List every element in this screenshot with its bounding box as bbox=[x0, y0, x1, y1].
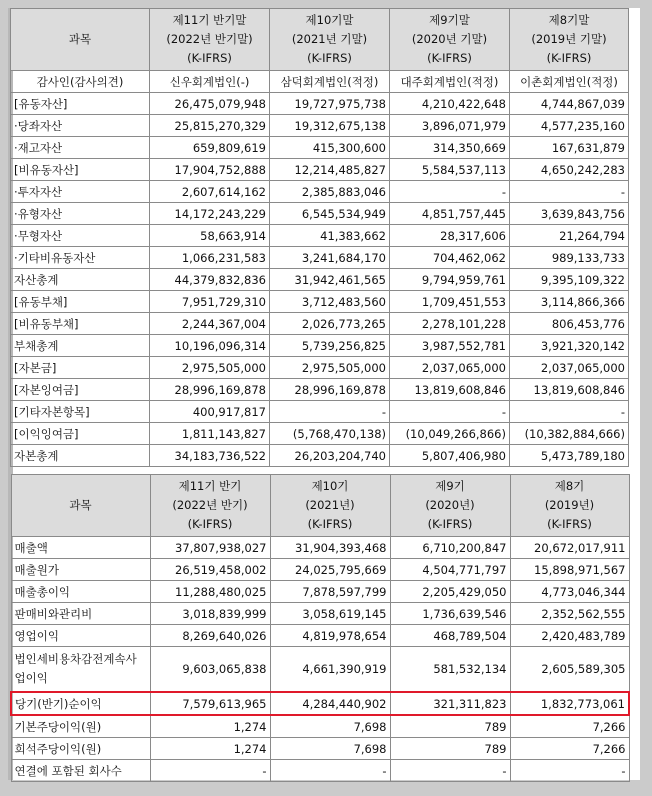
cell-value: 2,607,614,162 bbox=[150, 181, 270, 203]
table-row bbox=[11, 335, 629, 357]
row-label: [유동부채] bbox=[11, 291, 150, 313]
row-label: [비유동자산] bbox=[11, 159, 150, 181]
cell-value: 26,203,204,740 bbox=[270, 445, 390, 467]
cell-value: 3,896,071,979 bbox=[390, 115, 510, 137]
cell-value: 789 bbox=[390, 715, 510, 738]
header-period-9: 제9기 (2020년) (K-IFRS) bbox=[390, 475, 510, 537]
cell-value: 2,352,562,555 bbox=[510, 603, 629, 625]
cell-value: 28,317,606 bbox=[390, 225, 510, 247]
row-label: 자산총계 bbox=[11, 269, 150, 291]
cell-value: 1,274 bbox=[150, 738, 270, 760]
cell-value: 5,584,537,113 bbox=[390, 159, 510, 181]
header-period-9: 제9기말 (2020년 기말) (K-IFRS) bbox=[390, 9, 510, 71]
table-row bbox=[11, 93, 629, 115]
cell-value: 25,815,270,329 bbox=[150, 115, 270, 137]
cell-value: 24,025,795,669 bbox=[270, 559, 390, 581]
cell-value: 4,819,978,654 bbox=[270, 625, 390, 647]
cell-value: 58,663,914 bbox=[150, 225, 270, 247]
table-row bbox=[11, 537, 629, 559]
table-row bbox=[11, 423, 629, 445]
cell-value: 4,284,440,902 bbox=[270, 692, 390, 715]
cell-value: 11,288,480,025 bbox=[150, 581, 270, 603]
cell-value: 5,739,256,825 bbox=[270, 335, 390, 357]
cell-value: 4,773,046,344 bbox=[510, 581, 629, 603]
cell-value: 400,917,817 bbox=[150, 401, 270, 423]
row-label: ·기타비유동자산 bbox=[11, 247, 150, 269]
auditor-row bbox=[11, 71, 629, 93]
cell-value: 7,266 bbox=[510, 738, 629, 760]
cell-value: 1,832,773,061 bbox=[510, 692, 629, 715]
cell-value: 321,311,823 bbox=[390, 692, 510, 715]
row-label: 영업이익 bbox=[11, 625, 150, 647]
cell-value: 3,018,839,999 bbox=[150, 603, 270, 625]
table-row bbox=[11, 313, 629, 335]
cell-value: 1,736,639,546 bbox=[390, 603, 510, 625]
table-row bbox=[11, 445, 629, 467]
auditor-value: 대주회계법인(적정) bbox=[390, 71, 510, 93]
row-label: 당기(반기)순이익 bbox=[11, 692, 150, 715]
cell-value: - bbox=[270, 760, 390, 782]
cell-value: 3,639,843,756 bbox=[510, 203, 629, 225]
header-period-10: 제10기 (2021년) (K-IFRS) bbox=[270, 475, 390, 537]
cell-value: 4,851,757,445 bbox=[390, 203, 510, 225]
cell-value: 14,172,243,229 bbox=[150, 203, 270, 225]
table-row bbox=[11, 738, 629, 760]
table-row bbox=[11, 137, 629, 159]
cell-value: 4,650,242,283 bbox=[510, 159, 629, 181]
cell-value: 3,987,552,781 bbox=[390, 335, 510, 357]
header-period-11: 제11기 반기 (2022년 반기) (K-IFRS) bbox=[150, 475, 270, 537]
cell-value: 789 bbox=[390, 738, 510, 760]
cell-value: 4,661,390,919 bbox=[270, 647, 390, 693]
income-statement-table bbox=[10, 474, 630, 782]
cell-value: 2,205,429,050 bbox=[390, 581, 510, 603]
cell-value: 28,996,169,878 bbox=[150, 379, 270, 401]
auditor-value: 이촌회계법인(적정) bbox=[510, 71, 629, 93]
cell-value: 3,114,866,366 bbox=[510, 291, 629, 313]
cell-value: 13,819,608,846 bbox=[510, 379, 629, 401]
row-label: ·투자자산 bbox=[11, 181, 150, 203]
cell-value: 34,183,736,522 bbox=[150, 445, 270, 467]
table-row bbox=[11, 181, 629, 203]
row-label: ·재고자산 bbox=[11, 137, 150, 159]
table-row bbox=[11, 603, 629, 625]
cell-value: 2,605,589,305 bbox=[510, 647, 629, 693]
table-row bbox=[11, 625, 629, 647]
cell-value: 2,975,505,000 bbox=[270, 357, 390, 379]
cell-value: 659,809,619 bbox=[150, 137, 270, 159]
cell-value: 1,811,143,827 bbox=[150, 423, 270, 445]
balance-header-row bbox=[11, 9, 629, 71]
row-label: 희석주당이익(원) bbox=[11, 738, 150, 760]
cell-value: 5,473,789,180 bbox=[510, 445, 629, 467]
cell-value: - bbox=[510, 181, 629, 203]
header-subject: 과목 bbox=[11, 475, 150, 537]
table-row bbox=[11, 581, 629, 603]
cell-value: 7,878,597,799 bbox=[270, 581, 390, 603]
cell-value: 167,631,879 bbox=[510, 137, 629, 159]
table-row bbox=[11, 247, 629, 269]
cell-value: 5,807,406,980 bbox=[390, 445, 510, 467]
cell-value: 7,698 bbox=[270, 738, 390, 760]
cell-value: 3,241,684,170 bbox=[270, 247, 390, 269]
cell-value: 7,266 bbox=[510, 715, 629, 738]
cell-value: 19,727,975,738 bbox=[270, 93, 390, 115]
cell-value: 10,196,096,314 bbox=[150, 335, 270, 357]
highlighted-net-income-row bbox=[11, 692, 629, 715]
cell-value: (10,382,884,666) bbox=[510, 423, 629, 445]
cell-value: 41,383,662 bbox=[270, 225, 390, 247]
cell-value: 44,379,832,836 bbox=[150, 269, 270, 291]
cell-value: 4,577,235,160 bbox=[510, 115, 629, 137]
header-period-8: 제8기말 (2019년 기말) (K-IFRS) bbox=[510, 9, 629, 71]
cell-value: - bbox=[150, 760, 270, 782]
row-label: [유동자산] bbox=[11, 93, 150, 115]
cell-value: 2,244,367,004 bbox=[150, 313, 270, 335]
cell-value: 989,133,733 bbox=[510, 247, 629, 269]
cell-value: - bbox=[390, 181, 510, 203]
cell-value: (10,049,266,866) bbox=[390, 423, 510, 445]
row-label: 부채총계 bbox=[11, 335, 150, 357]
row-label: 매출원가 bbox=[11, 559, 150, 581]
table-row bbox=[11, 715, 629, 738]
cell-value: 8,269,640,026 bbox=[150, 625, 270, 647]
auditor-label: 감사인(감사의견) bbox=[11, 71, 150, 93]
cell-value: 31,904,393,468 bbox=[270, 537, 390, 559]
cell-value: 28,996,169,878 bbox=[270, 379, 390, 401]
header-period-11: 제11기 반기말 (2022년 반기말) (K-IFRS) bbox=[150, 9, 270, 71]
row-label: [자본금] bbox=[11, 357, 150, 379]
cell-value: 9,794,959,761 bbox=[390, 269, 510, 291]
cell-value: 704,462,062 bbox=[390, 247, 510, 269]
table-row bbox=[11, 269, 629, 291]
row-label: [비유동부채] bbox=[11, 313, 150, 335]
cell-value: 9,395,109,322 bbox=[510, 269, 629, 291]
table-row bbox=[11, 159, 629, 181]
cell-value: 1,066,231,583 bbox=[150, 247, 270, 269]
cell-value: - bbox=[390, 401, 510, 423]
cell-value: 15,898,971,567 bbox=[510, 559, 629, 581]
cell-value: 7,951,729,310 bbox=[150, 291, 270, 313]
cell-value: 6,710,200,847 bbox=[390, 537, 510, 559]
table-row bbox=[11, 225, 629, 247]
row-label: [자본잉여금] bbox=[11, 379, 150, 401]
cell-value: 468,789,504 bbox=[390, 625, 510, 647]
cell-value: 3,921,320,142 bbox=[510, 335, 629, 357]
table-row bbox=[11, 379, 629, 401]
cell-value: 6,545,534,949 bbox=[270, 203, 390, 225]
table-row bbox=[11, 203, 629, 225]
table-row bbox=[11, 115, 629, 137]
cell-value: 2,037,065,000 bbox=[390, 357, 510, 379]
cell-value: 9,603,065,838 bbox=[150, 647, 270, 693]
cell-value: 20,672,017,911 bbox=[510, 537, 629, 559]
cell-value: 4,504,771,797 bbox=[390, 559, 510, 581]
auditor-value: 삼덕회계법인(적정) bbox=[270, 71, 390, 93]
cell-value: 7,579,613,965 bbox=[150, 692, 270, 715]
cell-value: 581,532,134 bbox=[390, 647, 510, 693]
header-subject: 과목 bbox=[11, 9, 150, 71]
cell-value: 2,037,065,000 bbox=[510, 357, 629, 379]
cell-value: 21,264,794 bbox=[510, 225, 629, 247]
cell-value: 31,942,461,565 bbox=[270, 269, 390, 291]
cell-value: - bbox=[510, 401, 629, 423]
cell-value: 12,214,485,827 bbox=[270, 159, 390, 181]
table-row bbox=[11, 291, 629, 313]
row-label: [이익잉여금] bbox=[11, 423, 150, 445]
cell-value: - bbox=[510, 760, 629, 782]
row-label: 매출액 bbox=[11, 537, 150, 559]
cell-value: 26,519,458,002 bbox=[150, 559, 270, 581]
cell-value: 3,712,483,560 bbox=[270, 291, 390, 313]
row-label: ·유형자산 bbox=[11, 203, 150, 225]
row-label: 자본총계 bbox=[11, 445, 150, 467]
row-label: [기타자본항목] bbox=[11, 401, 150, 423]
header-period-10: 제10기말 (2021년 기말) (K-IFRS) bbox=[270, 9, 390, 71]
cell-value: 37,807,938,027 bbox=[150, 537, 270, 559]
cell-value: 7,698 bbox=[270, 715, 390, 738]
cell-value: 3,058,619,145 bbox=[270, 603, 390, 625]
cell-value: 2,420,483,789 bbox=[510, 625, 629, 647]
cell-value: 2,278,101,228 bbox=[390, 313, 510, 335]
table-row bbox=[11, 559, 629, 581]
row-label: 매출총이익 bbox=[11, 581, 150, 603]
cell-value: 26,475,079,948 bbox=[150, 93, 270, 115]
cell-value: 4,210,422,648 bbox=[390, 93, 510, 115]
cell-value: 17,904,752,888 bbox=[150, 159, 270, 181]
table-row bbox=[11, 357, 629, 379]
cell-value: 13,819,608,846 bbox=[390, 379, 510, 401]
cell-value: 415,300,600 bbox=[270, 137, 390, 159]
row-label: ·무형자산 bbox=[11, 225, 150, 247]
row-label: 법인세비용차감전계속사업이익 bbox=[11, 647, 150, 693]
cell-value: 19,312,675,138 bbox=[270, 115, 390, 137]
cell-value: 2,026,773,265 bbox=[270, 313, 390, 335]
cell-value: 1,709,451,553 bbox=[390, 291, 510, 313]
cell-value: 806,453,776 bbox=[510, 313, 629, 335]
table-row bbox=[11, 401, 629, 423]
cell-value: 2,385,883,046 bbox=[270, 181, 390, 203]
cell-value: - bbox=[270, 401, 390, 423]
row-label: ·당좌자산 bbox=[11, 115, 150, 137]
table-row bbox=[11, 760, 629, 782]
cell-value: 4,744,867,039 bbox=[510, 93, 629, 115]
table-row bbox=[11, 647, 629, 693]
cell-value: 314,350,669 bbox=[390, 137, 510, 159]
balance-sheet-table bbox=[10, 8, 629, 467]
cell-value: 1,274 bbox=[150, 715, 270, 738]
income-header-row bbox=[11, 475, 629, 537]
row-label: 판매비와관리비 bbox=[11, 603, 150, 625]
header-period-8: 제8기 (2019년) (K-IFRS) bbox=[510, 475, 629, 537]
row-label: 연결에 포함된 회사수 bbox=[11, 760, 150, 782]
cell-value: (5,768,470,138) bbox=[270, 423, 390, 445]
cell-value: 2,975,505,000 bbox=[150, 357, 270, 379]
row-label: 기본주당이익(원) bbox=[11, 715, 150, 738]
auditor-value: 신우회계법인(-) bbox=[150, 71, 270, 93]
cell-value: - bbox=[390, 760, 510, 782]
